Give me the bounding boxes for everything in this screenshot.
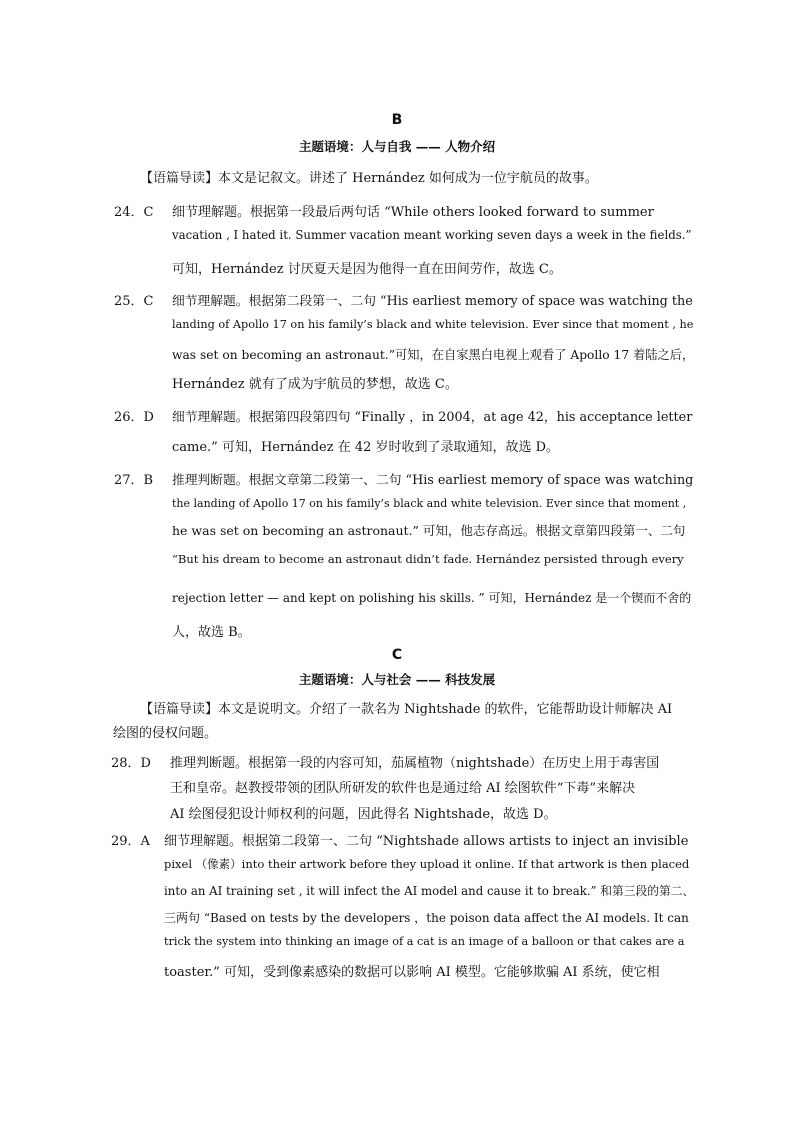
section-b-intro: 【语篇导读】本文是记叙文。讲述了 Hernández 如何成为一位宇航员的故事。 [140,171,598,186]
answer-line: “But his dream to become an astronaut didn’t fade. Hernández persisted through every [172,552,684,566]
section-c-letter: C [391,647,403,663]
question-number: 28．D [111,756,151,771]
answer-line: 推理判断题。根据第一段的内容可知，茄属植物（nightshade）在历史上用于毒害国 [170,756,660,771]
answer-line: vacation , I hated it. Summer vacation meant working seven days a week in the fields.” [172,228,692,242]
answer-line: 人，故选 B。 [172,625,251,640]
answer-line: into an AI training set , it will infect the AI model and cause it to break.” 和第三段的第二、 [164,884,695,898]
section-c-theme: 主题语境：人与社会 —— 科技发展 [298,672,496,687]
answer-line: he was set on becoming an astronaut.” 可知，他志存高远。根据文章第四段第一、二句 [172,523,686,538]
answer-line: 细节理解题。根据第四段第四句 “Finally ，in 2004，at age 42，his acceptance letter [172,410,693,425]
answer-line: landing of Apollo 17 on his family’s black and white television. Ever since that moment , he [172,318,694,331]
answer-line: 细节理解题。根据第二段第一、二句 “His earliest memory of space was watching the [172,294,693,309]
answer-line: 可知，Hernández 讨厌夏天是因为他得一直在田间劳作，故选 C。 [172,262,562,277]
answer-line: pixel （像素）into their artwork before they upload it online. If that artwork is then placed [164,857,690,871]
answer-line: Hernández 就有了成为宇航员的梦想，故选 C。 [172,377,458,392]
answer-line: came.” 可知，Hernández 在 42 岁时收到了录取通知，故选 D。 [172,440,560,455]
answer-line: toaster.” 可知，受到像素感染的数据可以影响 AI 模型。它能够欺骗 AI 系统，使它相 [164,965,660,980]
question-number: 27．B [114,473,154,488]
section-b-letter: B [391,112,403,128]
section-b-theme: 主题语境：人与自我 —— 人物介绍 [298,139,496,154]
section-c-intro-continued: 绘图的侵权问题。 [113,726,218,741]
question-number: 24．C [114,205,154,220]
answer-line: 王和皇帝。赵教授带领的团队所研发的软件也是通过给 AI 绘图软件“下毒”来解决 [170,781,636,796]
question-number: 29．A [111,834,150,849]
answer-line: was set on becoming an astronaut.”可知，在自家黑白电视上观看了 Apollo 17 着陆之后， [172,348,695,362]
question-number: 26．D [114,410,154,425]
answer-line: 细节理解题。根据第一段最后两句话 “While others looked forward to summer [172,205,654,220]
answer-line: 三两句 “Based on tests by the developers ，the poison data affect the AI models. It can [164,911,689,925]
section-c-intro: 【语篇导读】本文是说明文。介绍了一款名为 Nightshade 的软件，它能帮助设计师解决 AI [140,702,673,717]
answer-line: rejection letter — and kept on polishing his skills. ” 可知，Hernández 是一个锲而不舍的 [172,591,692,605]
question-number: 25．C [114,294,154,309]
answer-line: 细节理解题。根据第二段第一、二句 “Nightshade allows artists to inject an invisible [164,834,689,849]
answer-line: the landing of Apollo 17 on his family’s black and white television. Ever since that moment , [172,497,687,510]
answer-line: AI 绘图侵犯设计师权利的问题，因此得名 Nightshade，故选 D。 [170,807,557,822]
answer-line: 推理判断题。根据文章第二段第一、二句 “His earliest memory of space was watching [172,473,694,488]
answer-line: trick the system into thinking an image of a cat is an image of a balloon or that cakes are a [164,935,685,948]
